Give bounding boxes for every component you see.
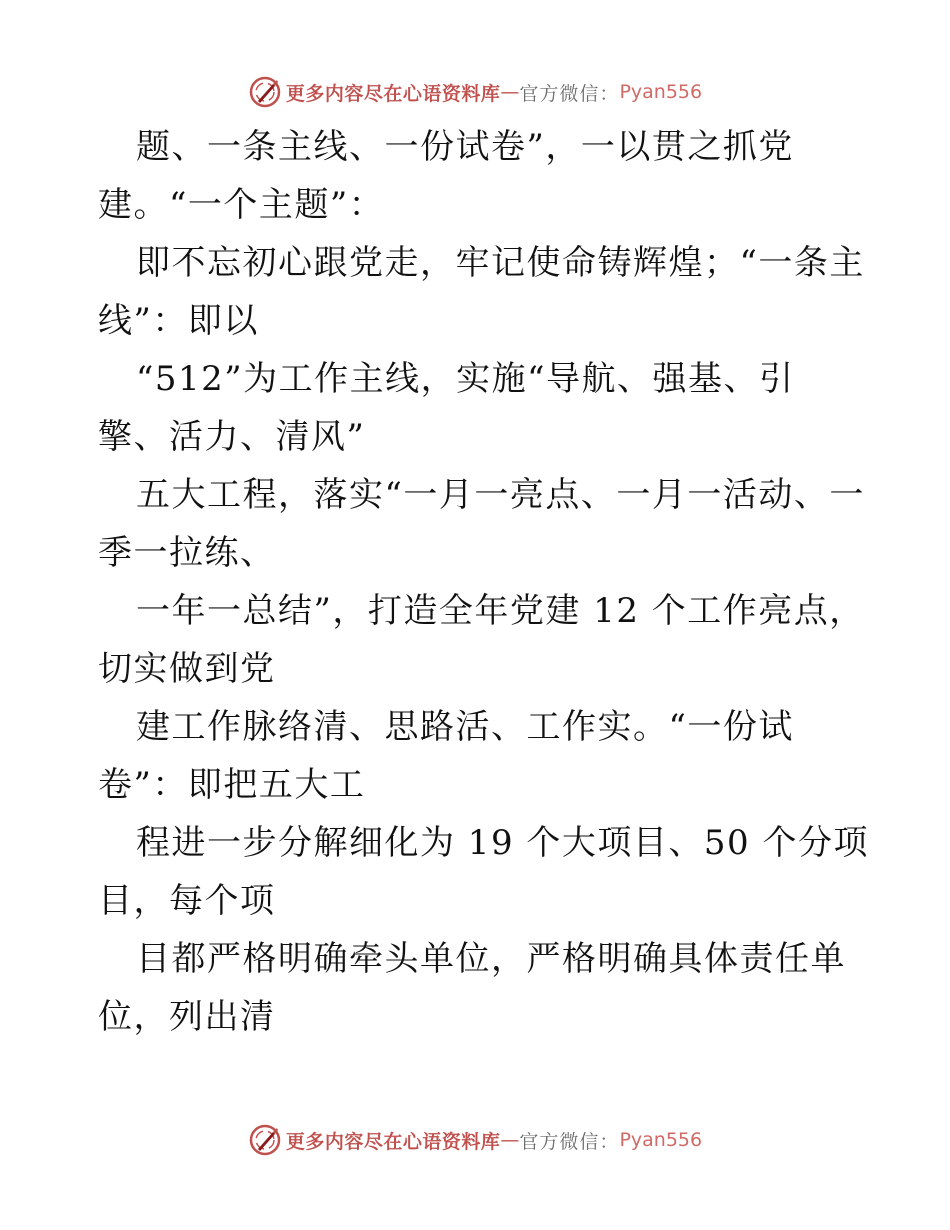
body-line: 目都严格明确牵头单位，严格明确具体责任单 [136, 939, 846, 979]
footer-wechat-id: Pyan556 [619, 1129, 703, 1151]
footer-dash: — [500, 1129, 520, 1151]
footer-main-text: 更多内容尽在心语资料库 [285, 1130, 501, 1153]
header-dash: — [500, 81, 520, 103]
document-body [98, 118, 869, 1046]
brand-logo-icon [248, 75, 282, 109]
footer-wechat-label: 官方微信： [519, 1130, 620, 1153]
body-line: 季一拉练、 [98, 533, 276, 573]
body-line: 即不忘初心跟党走，牢记使命铸辉煌；“一条主 [136, 243, 865, 283]
body-line: 一年一总结”，打造全年党建 12 个工作亮点， [136, 591, 865, 631]
footer-banner [0, 1120, 950, 1160]
body-line: 切实做到党 [98, 649, 276, 689]
body-line: 擎、活力、清风” [98, 417, 366, 457]
body-line: 建工作脉络清、思路活、工作实。“一份试 [136, 707, 794, 747]
header-main-text: 更多内容尽在心语资料库 [285, 82, 501, 105]
body-line: 程进一步分解细化为 19 个大项目、50 个分项 [136, 823, 869, 863]
body-line: 五大工程，落实“一月一亮点、一月一活动、一 [136, 475, 865, 515]
header-wechat-id: Pyan556 [619, 81, 703, 103]
body-line: 位，列出清 [98, 997, 276, 1037]
body-line: 线”：即以 [98, 301, 259, 341]
brand-logo-icon [248, 1123, 282, 1157]
body-line: 题、一条主线、一份试卷”，一以贯之抓党 [136, 127, 794, 167]
header-banner [0, 72, 950, 112]
body-line: “512”为工作主线，实施“导航、强基、引 [136, 359, 795, 399]
body-line: 目，每个项 [98, 881, 276, 921]
header-wechat-label: 官方微信： [519, 82, 620, 105]
body-line: 卷”：即把五大工 [98, 765, 366, 805]
body-line: 建。“一个主题”： [98, 185, 385, 225]
